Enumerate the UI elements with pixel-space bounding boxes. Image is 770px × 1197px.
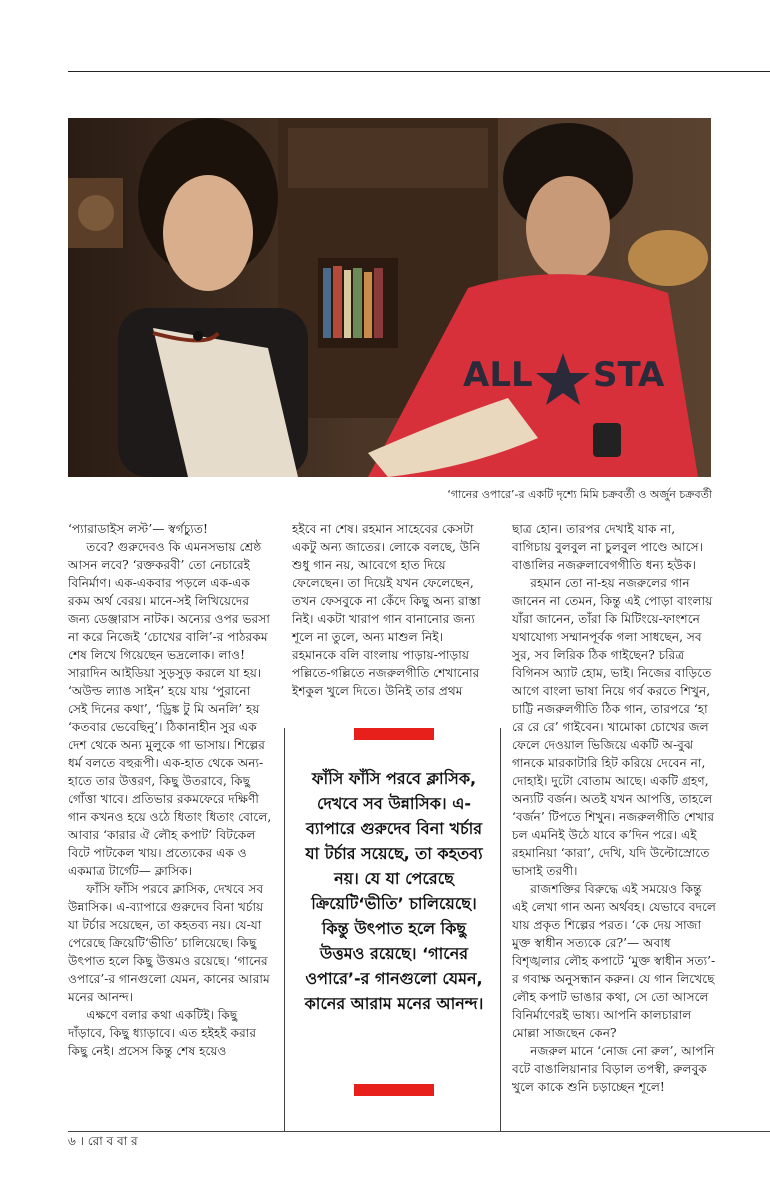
article-column-2 [292, 520, 490, 700]
page-number: ৬ [68, 1134, 76, 1148]
paragraph: রহমান তো না-হয় নজরুলের গান জানেন না তেমন, কিন্তু এই পোড়া বাংলায় যাঁরা জানেন, তাঁরা কি মিটিংয়ে-ফাংশনে যথাযোগ্য সম্মানপূর্বক গলা সাধছেন, সব সুর, সব লিরিক ঠিক গাইছেন? চরিত্র বিগিনস অ্যাট হোম, ভাই। নিজের বাড়িতে আগে বাংলা ভাষা নিয়ে গর্ব করতে শিখুন, চাট্টি নজরুলগীতি ঠিক গান, তারপরে ‘হা রে রে রে’ গাইবেন। খামোকা চোখের জল ফেলে দেওয়াল ভিজিয়ে একটি অ-বুঝ গানকে মারকাটারি হিট করিয়ে দেবেন না, দোহাই। দুটো বোতাম আছে। একটি গ্রহণ, অন্যটি বর্জন। অতই যখন আপত্তি, তাহলে ‘বর্জন’ টিপতে শিখুন। নজরুলগীতি শেখার চল এমনিই উঠে যাবে ক’দিন পরে। এই রহমানিয়া ‘কারা’, দেখি, যদি উল্টোস্রোতে ভাসাই তরণী। [512, 576, 715, 878]
paragraph: ‘প্যারাডাইস লস্ট’— স্বর্গচ্যুত! [68, 522, 208, 536]
shirt-print-left: ALL [463, 355, 533, 395]
article-column-1 [68, 520, 273, 1060]
footer-separator: । [79, 1134, 84, 1148]
paragraph: রাজশক্তির বিরুদ্ধে এই সময়েও কিন্তু এই লেখা গান অন্য অর্থবহ। যেভাবে বদলে যায় প্রকৃত শিল্পের পরত। ‘কে দেয় সাজা মুক্ত স্বাধীন সত্যকে রে?’— অবাধ বিশৃঙ্খলার লৌহ কপাটে ‘মুক্ত স্বাধীন সত্য’-র গবাক্ষ অনুসন্ধান করুন। যে গান লিখেছে লৌহ কপাট ভাঙার কথা, সে তো আসলে বিনির্মাণেরই ভাষ্য। আপনি কালচারাল মোল্লা সাজছেন কেন? [512, 882, 716, 1040]
page-footer [68, 1133, 138, 1153]
paragraph: ফাঁসি ফাঁসি পরবে ক্লাসিক, দেখবে সব উন্নাসিক। এ-ব্যাপারে গুরুদেব বিনা খর্চায় যা টর্চার সয়েছেন, তা কহতব্য নয়। যে-যা পেরেছে ক্রিয়েটি‘ভীতি’ চালিয়েছে। কিছু উৎপাত হলে কিছু উত্তমও রয়েছে। ‘গানের ওপারে’-র গানগুলো যেমন, কানের আরাম মনের আনন্দ। [68, 882, 270, 1004]
pull-quote-bottom-bar [354, 1084, 434, 1096]
paragraph: হইবে না শেষ। রহমান সাহেবের কেসটা একটু অন্য জাতের। লোকে বলছে, উনি শুধু গান নয়, আবেগে হাত দিয়ে ফেলেছেন। তা দিয়েই যখন ফেলেছেন, তখন ফেসবুকে না কেঁদে কিছু অন্য রাস্তা নিই। একটা খারাপ গান বানানোর জন্য শূলে না তুলে, অন্য মাশুল নিই। রহমানকে বলি বাংলায় পাড়ায়-পাড়ায় পল্লিতে-গল্লিতে নজরুলগীতি শেখানোর ইশকুল খুলে দিতে। উনিই তার প্রথম [292, 522, 481, 698]
pull-quote-text: ফাঁসি ফাঁসি পরবে ক্লাসিক, দেখবে সব উন্নাসিক। এ-ব্যাপারে গুরুদেব বিনা খর্চার যা টর্চার সয়েছে, তা কহতব্য নয়। যে যা পেরেছে ক্রিয়েটি‘ভীতি’ চালিয়েছে। কিন্তু উৎপাত হলে কিছু উত্তমও রয়েছে। ‘গানের ওপারে’-র গানগুলো যেমন, কানের আরাম মনের আনন্দ। [304, 769, 484, 1013]
column-divider-left [284, 728, 285, 1132]
article-photo [68, 118, 711, 477]
paragraph: নজরুল মানে ‘নোজ নো রুল’, আপনি বটে বাঙালিয়ানার বিড়াল তপস্বী, রুলবুক খুলে কাকে শুনি চড়াচ্ছেন শূলে! [512, 1044, 715, 1094]
pull-quote [302, 728, 486, 1128]
shirt-print-right: STA [593, 355, 665, 395]
footer-rule [68, 1131, 770, 1132]
paragraph: ছাত্র হোন। তারপর দেখাই যাক না, বাগিচায় বুলবুল না চুলবুল পাণ্ডে আসে। বাঙালির নজরুলাবেগগীতি ধন্য হউক। [512, 522, 704, 572]
paragraph: তবে? গুরুদেবও কি এমনসভায় শ্রেষ্ঠ আসন লবে? ‘রক্তকরবী’ তো নেচারেই বিনির্মাণ। এক-একবার পড়লে এক-এক রকম অর্থ বেরয়। মানে-সই লিখিয়েদের জন্য ডেঞ্জারাস নাটক। অন্যের ওপর ভরসা না করে নিজেই ‘চোখের বালি’-র পাঠরকম শেষ লিখে গিয়েছেন ভদ্রলোক। লাও! সারাদিন আইডিয়া সুড়সুড় করলে যা হয়। [68, 540, 270, 680]
pull-quote-top-bar [354, 728, 434, 740]
photo-caption: ‘গানের ওপারে’-র একটি দৃশ্যে মিমি চক্রবর্তী ও অর্জুন চক্রবর্তী [447, 488, 712, 501]
paragraph: ‘অউল্ড ল্যাঙ সাইন’ হয়ে যায় ‘পুরানো সেই দিনের কথা’, ‘ড্রিঙ্ক টু মি অনলি’ হয় ‘কতবার ভেবেছিনু’। ঠিকানাহীন সুর এক দেশ থেকে অন্য মুলুকে গা ভাসায়। শিল্পের ধর্ম বলতে বহুরূপী। এক-হাত থেকে অন্য-হাতে তার উত্তরণ, কিছু উতরাবে, কিছু গোঁত্তা খাবে। প্রতিভার রকমফেরে দক্ষিণী গান কখনও হয়ে ওঠে ধিতাং ধিতাং বোলে, আবার ‘কারার ঐ লৌহ কপাট’ বিটকেল বিটে পাটকেল খায়। প্রত্যেকের এক ও একমাত্র টার্গেট— ক্লাসিক। [68, 684, 272, 878]
column-divider-right [500, 728, 501, 1132]
paragraph: এক্ষণে বলার কথা একটিই। কিছু দাঁড়াবে, কিছু ধ্যাড়াবে। এত হইহই করার কিছু নেই। প্রসেস কিন্তু শেষ হয়েও [68, 1008, 257, 1058]
section-name: রো ব বা র [87, 1134, 138, 1148]
top-rule [68, 71, 770, 72]
article-column-3 [512, 520, 717, 1096]
